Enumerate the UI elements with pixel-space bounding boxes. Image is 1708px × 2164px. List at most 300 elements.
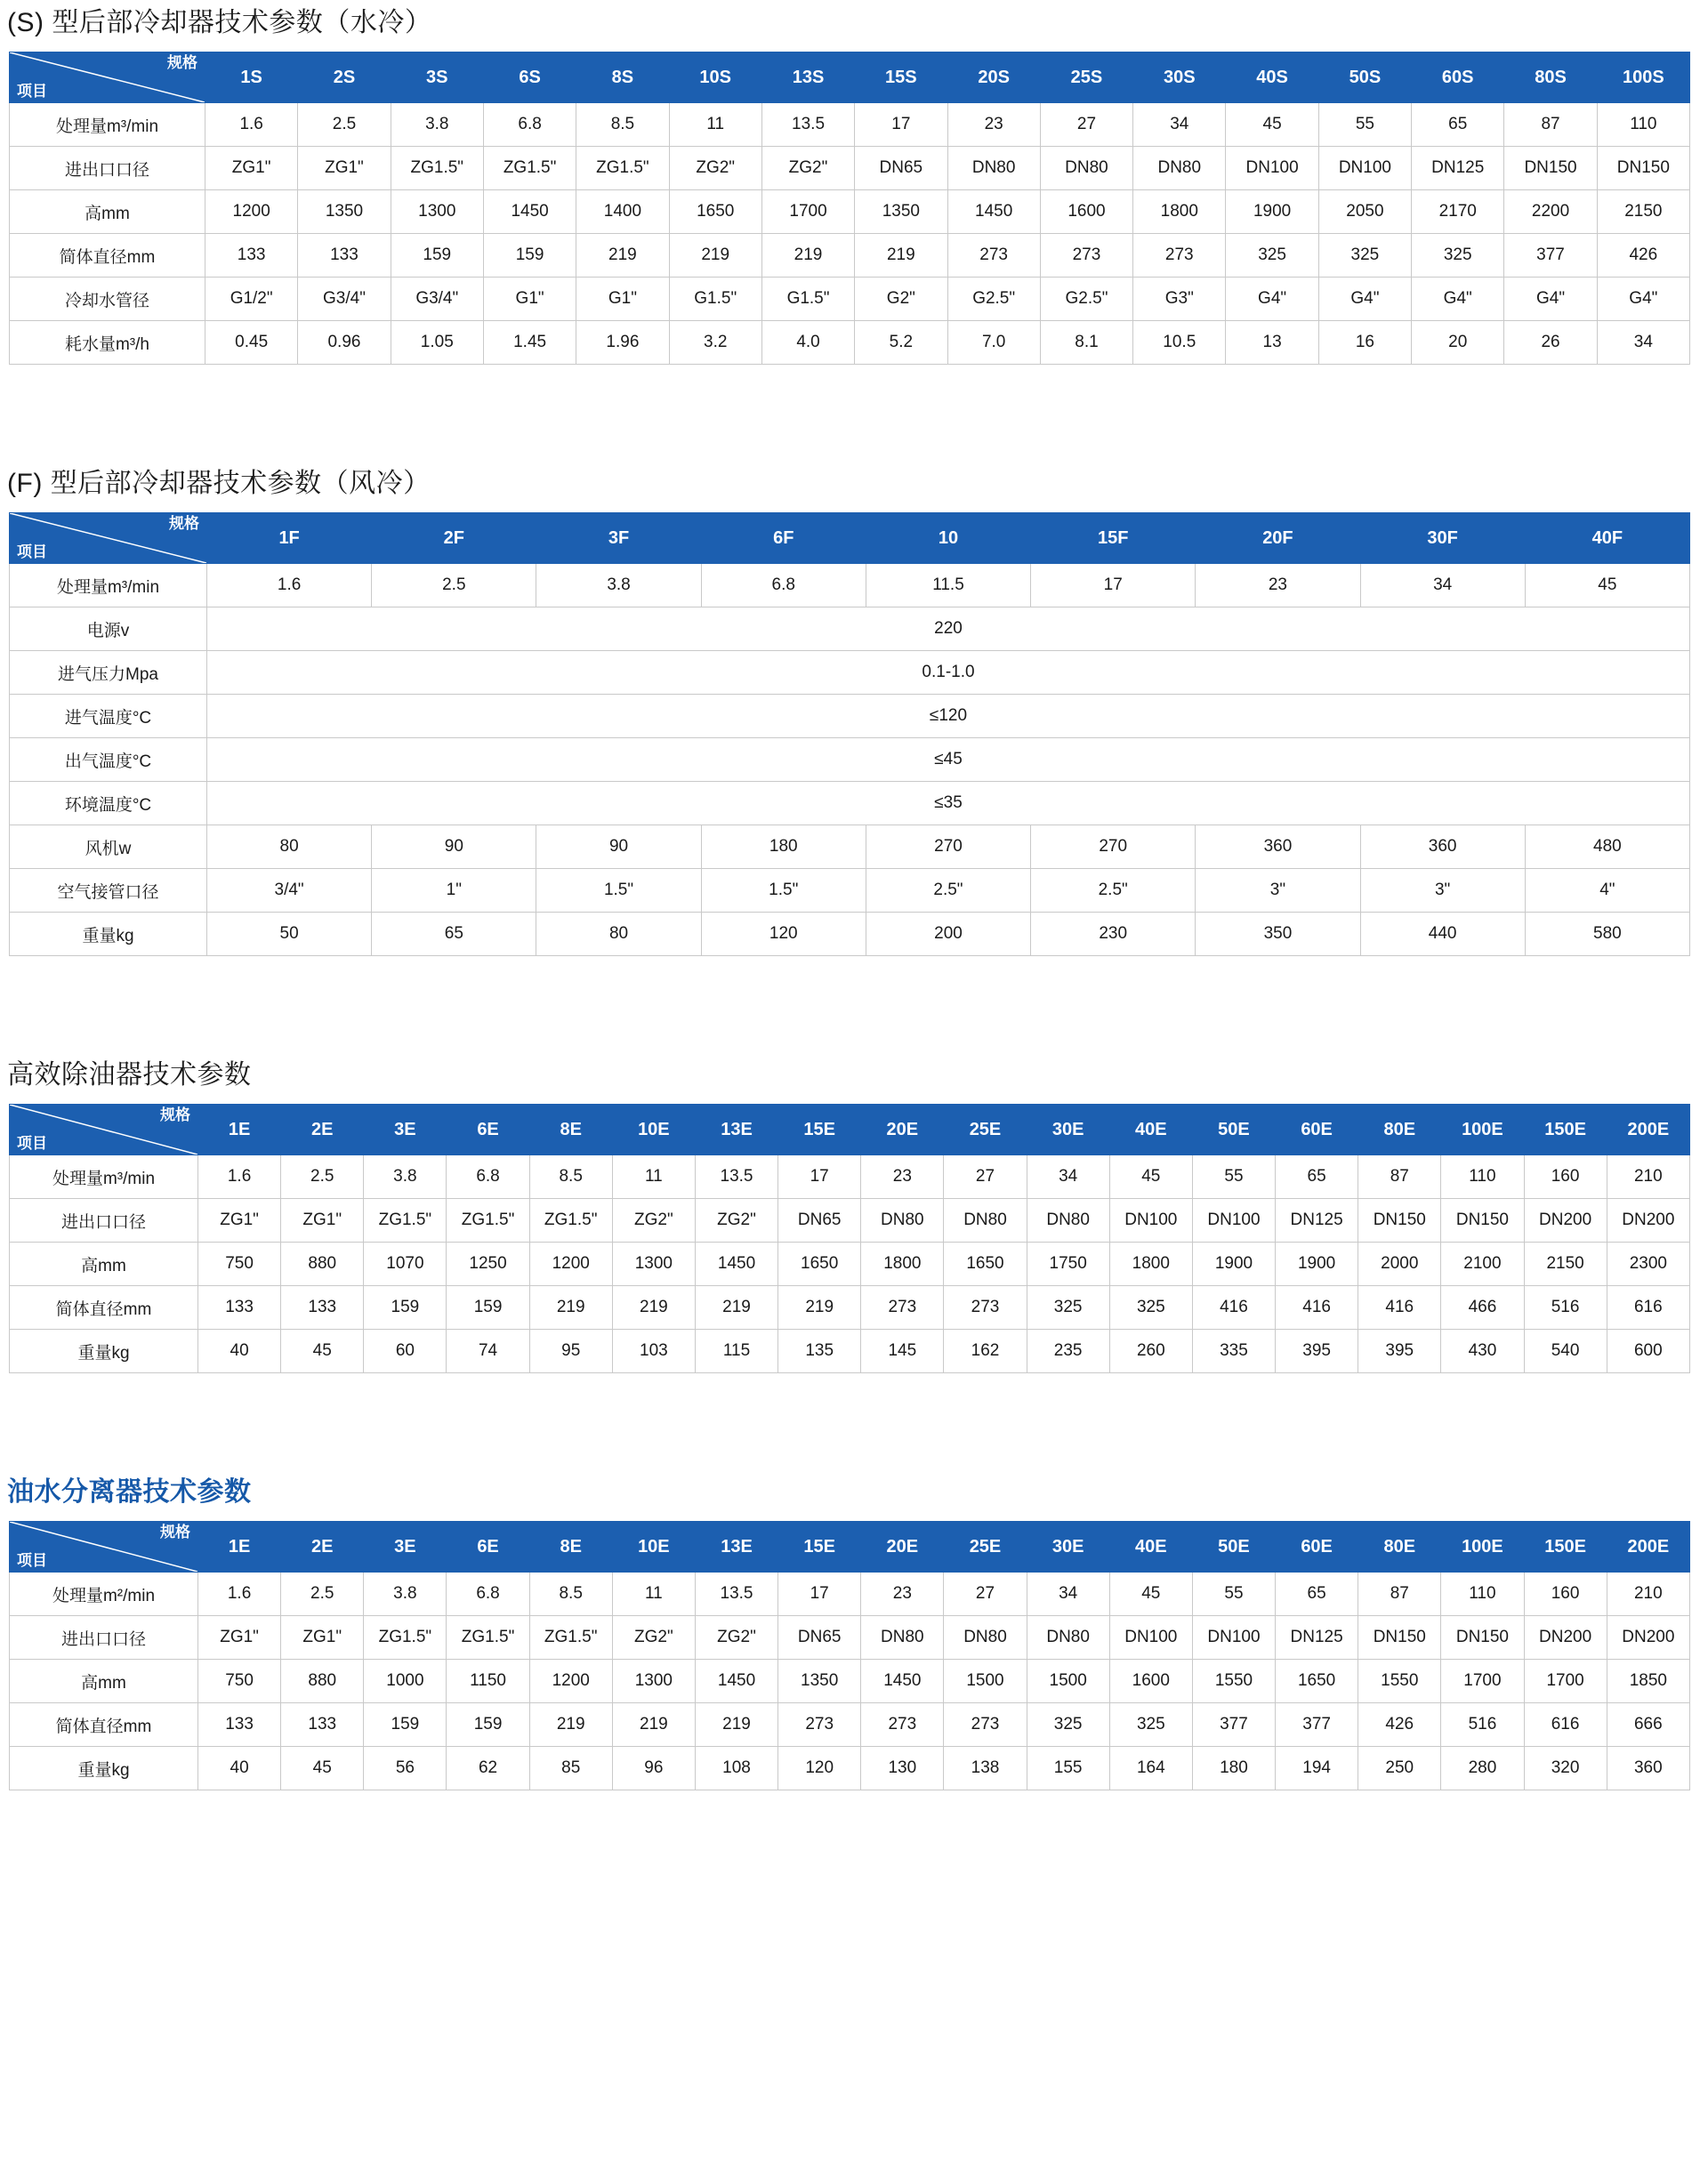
cell: 416: [1358, 1286, 1441, 1330]
column-header: 10: [866, 513, 1030, 564]
cell: 1450: [483, 190, 576, 234]
column-header: 30E: [1027, 1522, 1109, 1573]
cell: 17: [778, 1573, 861, 1616]
cell: G2": [855, 278, 947, 321]
cell: 270: [866, 825, 1030, 869]
column-header: 30F: [1360, 513, 1525, 564]
cell: 1650: [1276, 1660, 1358, 1703]
cell: 65: [1412, 103, 1504, 147]
column-header: 200E: [1607, 1522, 1689, 1573]
cell: 1900: [1226, 190, 1318, 234]
cell: 580: [1525, 913, 1689, 956]
cell: 55: [1192, 1573, 1275, 1616]
row-label: 环境温度°C: [10, 782, 207, 825]
column-header: 10S: [669, 52, 761, 103]
section-title-oil-remover: 高效除油器技术参数: [7, 1060, 252, 1090]
cell: DN200: [1607, 1199, 1689, 1243]
cell: 1": [372, 869, 536, 913]
cell: 13.5: [761, 103, 854, 147]
cell: G4": [1226, 278, 1318, 321]
cell: 110: [1441, 1573, 1524, 1616]
cell: 666: [1607, 1703, 1689, 1747]
table-row: [10, 651, 1690, 695]
cell: 23: [947, 103, 1040, 147]
cell: 45: [1109, 1573, 1192, 1616]
cell: 2.5: [298, 103, 391, 147]
table-row: [10, 695, 1690, 738]
cell: 11.5: [866, 564, 1030, 607]
cell: 3.8: [364, 1573, 447, 1616]
cell: DN125: [1412, 147, 1504, 190]
cell: 2.5": [866, 869, 1030, 913]
cell: DN65: [778, 1199, 861, 1243]
cell: 880: [281, 1243, 364, 1286]
cell: 11: [669, 103, 761, 147]
cell: 320: [1524, 1747, 1607, 1790]
column-header: 13S: [761, 52, 854, 103]
cell: 219: [695, 1703, 777, 1747]
cell: 27: [944, 1573, 1027, 1616]
cell: 273: [1040, 234, 1132, 278]
column-header: 2E: [281, 1522, 364, 1573]
cell: ZG1": [281, 1616, 364, 1660]
cell: 2.5: [372, 564, 536, 607]
row-label: 高mm: [10, 190, 205, 234]
spacer: [0, 365, 1708, 461]
cell: 325: [1412, 234, 1504, 278]
cell: 325: [1027, 1703, 1109, 1747]
cell: 219: [612, 1286, 695, 1330]
cell: 1150: [447, 1660, 529, 1703]
cell: 6.8: [483, 103, 576, 147]
cell: 426: [1358, 1703, 1441, 1747]
cell: 2100: [1441, 1243, 1524, 1286]
cell: 335: [1192, 1330, 1275, 1373]
row-label: 高mm: [10, 1243, 198, 1286]
cell: 426: [1597, 234, 1689, 278]
cell: 540: [1524, 1330, 1607, 1373]
cell: 115: [695, 1330, 777, 1373]
cell: 7.0: [947, 321, 1040, 365]
cell: 219: [669, 234, 761, 278]
cell: 235: [1027, 1330, 1109, 1373]
cell: ZG1": [198, 1616, 281, 1660]
cell: ZG1": [298, 147, 391, 190]
cell: DN125: [1276, 1199, 1358, 1243]
corner-spec-label: 规格: [169, 515, 199, 532]
table-row: [10, 234, 1690, 278]
column-header: 150E: [1524, 1522, 1607, 1573]
column-header: 3E: [364, 1522, 447, 1573]
cell: 17: [1031, 564, 1196, 607]
table-air-cooled: [9, 512, 1690, 956]
column-header: 10E: [612, 1522, 695, 1573]
cell: 120: [778, 1747, 861, 1790]
column-header: 1E: [198, 1522, 281, 1573]
row-label: 进出口口径: [10, 1199, 198, 1243]
cell: 45: [281, 1747, 364, 1790]
cell: 2.5: [281, 1573, 364, 1616]
cell: 27: [944, 1155, 1027, 1199]
cell: G2.5": [947, 278, 1040, 321]
cell: 1450: [947, 190, 1040, 234]
cell: 3": [1196, 869, 1360, 913]
cell: 8.1: [1040, 321, 1132, 365]
corner-spec-label: 规格: [160, 1524, 190, 1541]
cell: DN80: [1027, 1616, 1109, 1660]
cell: ZG1.5": [529, 1616, 612, 1660]
cell: G3/4": [298, 278, 391, 321]
cell: 159: [483, 234, 576, 278]
cell: 1350: [778, 1660, 861, 1703]
cell: 65: [1276, 1155, 1358, 1199]
cell: 87: [1358, 1155, 1441, 1199]
column-header: 15F: [1031, 513, 1196, 564]
column-header: 40S: [1226, 52, 1318, 103]
row-label: 风机w: [10, 825, 207, 869]
table-row: [10, 913, 1690, 956]
corner-header-cell: [10, 513, 207, 564]
cell: G2.5": [1040, 278, 1132, 321]
cell: ZG1.5": [391, 147, 483, 190]
corner-header-cell: [10, 52, 205, 103]
cell: 130: [861, 1747, 944, 1790]
table-wrap-water-cooled: [0, 52, 1708, 365]
row-label: 处理量m³/min: [10, 103, 205, 147]
section-oil-water-separator: [0, 1469, 1708, 1790]
column-header: 40E: [1109, 1522, 1192, 1573]
cell: 1300: [612, 1243, 695, 1286]
table-header-row: [10, 513, 1690, 564]
table-row: [10, 1660, 1690, 1703]
cell: DN100: [1192, 1616, 1275, 1660]
cell: 1300: [612, 1660, 695, 1703]
row-label: 冷却水管径: [10, 278, 205, 321]
cell: 1.6: [198, 1155, 281, 1199]
column-header: 10E: [612, 1105, 695, 1155]
cell: ZG1": [281, 1199, 364, 1243]
column-header: 25E: [944, 1105, 1027, 1155]
cell: 1070: [364, 1243, 447, 1286]
cell: 3": [1360, 869, 1525, 913]
corner-spec-label: 规格: [167, 54, 197, 71]
cell: 62: [447, 1747, 529, 1790]
cell: 1600: [1040, 190, 1132, 234]
cell: 16: [1318, 321, 1411, 365]
cell: ZG1.5": [529, 1199, 612, 1243]
cell: 2000: [1358, 1243, 1441, 1286]
cell: 34: [1027, 1573, 1109, 1616]
merged-cell: ≤120: [207, 695, 1690, 738]
table-row: [10, 607, 1690, 651]
cell: 55: [1318, 103, 1411, 147]
cell: ZG2": [761, 147, 854, 190]
cell: 1700: [1441, 1660, 1524, 1703]
column-header: 20F: [1196, 513, 1360, 564]
cell: 325: [1226, 234, 1318, 278]
column-header: 50S: [1318, 52, 1411, 103]
cell: 120: [701, 913, 866, 956]
table-header-row: [10, 1105, 1690, 1155]
cell: 273: [944, 1286, 1027, 1330]
corner-header-cell: [10, 1522, 198, 1573]
cell: G3/4": [391, 278, 483, 321]
cell: 0.96: [298, 321, 391, 365]
cell: G1.5": [761, 278, 854, 321]
column-header: 60S: [1412, 52, 1504, 103]
table-header-row: [10, 1522, 1690, 1573]
cell: 616: [1524, 1703, 1607, 1747]
cell: 430: [1441, 1330, 1524, 1373]
cell: 45: [1109, 1155, 1192, 1199]
cell: 10.5: [1133, 321, 1226, 365]
cell: 45: [281, 1330, 364, 1373]
column-header: 6E: [447, 1105, 529, 1155]
column-header: 1E: [198, 1105, 281, 1155]
cell: 219: [695, 1286, 777, 1330]
row-label: 空气接管口径: [10, 869, 207, 913]
cell: 480: [1525, 825, 1689, 869]
cell: DN200: [1524, 1616, 1607, 1660]
row-label: 处理量m³/min: [10, 1155, 198, 1199]
cell: DN80: [1133, 147, 1226, 190]
cell: 55: [1192, 1155, 1275, 1199]
cell: 260: [1109, 1330, 1192, 1373]
cell: DN100: [1109, 1616, 1192, 1660]
merged-cell: 220: [207, 607, 1690, 651]
cell: 2150: [1597, 190, 1689, 234]
merged-cell: ≤35: [207, 782, 1690, 825]
cell: 145: [861, 1330, 944, 1373]
table-body: [10, 564, 1690, 956]
cell: 3.8: [364, 1155, 447, 1199]
cell: 160: [1524, 1155, 1607, 1199]
cell: 416: [1276, 1286, 1358, 1330]
cell: 1.05: [391, 321, 483, 365]
merged-cell: 0.1-1.0: [207, 651, 1690, 695]
cell: 2200: [1504, 190, 1597, 234]
column-header: 3S: [391, 52, 483, 103]
cell: 325: [1318, 234, 1411, 278]
cell: DN100: [1109, 1199, 1192, 1243]
cell: 34: [1027, 1155, 1109, 1199]
column-header: 8E: [529, 1522, 612, 1573]
cell: G4": [1318, 278, 1411, 321]
cell: DN65: [778, 1616, 861, 1660]
cell: 1.6: [207, 564, 372, 607]
cell: 1450: [695, 1243, 777, 1286]
table-wrap-oil-water-separator: [0, 1521, 1708, 1790]
cell: 96: [612, 1747, 695, 1790]
column-header: 15S: [855, 52, 947, 103]
column-header: 15E: [778, 1522, 861, 1573]
cell: 219: [612, 1703, 695, 1747]
column-header: 80E: [1358, 1522, 1441, 1573]
cell: 160: [1524, 1573, 1607, 1616]
cell: 210: [1607, 1155, 1689, 1199]
cell: 133: [281, 1286, 364, 1330]
cell: 34: [1597, 321, 1689, 365]
table-body: [10, 1155, 1690, 1373]
cell: DN100: [1318, 147, 1411, 190]
cell: 1.6: [205, 103, 298, 147]
cell: 360: [1196, 825, 1360, 869]
cell: 325: [1109, 1286, 1192, 1330]
cell: 273: [861, 1286, 944, 1330]
corner-item-label: 项目: [17, 83, 47, 100]
cell: 138: [944, 1747, 1027, 1790]
table-body: [10, 1573, 1690, 1790]
cell: 1650: [944, 1243, 1027, 1286]
column-header: 8E: [529, 1105, 612, 1155]
cell: 13.5: [695, 1573, 777, 1616]
cell: DN80: [861, 1199, 944, 1243]
cell: 1450: [861, 1660, 944, 1703]
cell: 5.2: [855, 321, 947, 365]
cell: ZG2": [612, 1199, 695, 1243]
table-oil-remover: [9, 1104, 1690, 1373]
cell: 40: [198, 1330, 281, 1373]
row-label: 处理量m²/min: [10, 1573, 198, 1616]
cell: 56: [364, 1747, 447, 1790]
cell: 360: [1607, 1747, 1689, 1790]
cell: 3.2: [669, 321, 761, 365]
cell: DN150: [1597, 147, 1689, 190]
cell: 1550: [1358, 1660, 1441, 1703]
cell: 159: [447, 1286, 529, 1330]
cell: 1.45: [483, 321, 576, 365]
cell: DN65: [855, 147, 947, 190]
cell: 1600: [1109, 1660, 1192, 1703]
table-row: [10, 1155, 1690, 1199]
cell: ZG1": [205, 147, 298, 190]
cell: 1300: [391, 190, 483, 234]
row-label: 重量kg: [10, 1747, 198, 1790]
table-wrap-air-cooled: [0, 512, 1708, 956]
cell: 1500: [944, 1660, 1027, 1703]
column-header: 20E: [861, 1105, 944, 1155]
spacer: [0, 1373, 1708, 1469]
cell: 1350: [298, 190, 391, 234]
cell: 23: [861, 1155, 944, 1199]
row-label: 进出口口径: [10, 1616, 198, 1660]
cell: 60: [364, 1330, 447, 1373]
corner-item-label: 项目: [17, 1135, 47, 1152]
cell: 95: [529, 1330, 612, 1373]
section-water-cooled: [0, 0, 1708, 365]
cell: 273: [861, 1703, 944, 1747]
cell: 1450: [695, 1660, 777, 1703]
corner-item-label: 项目: [17, 543, 47, 560]
cell: 250: [1358, 1747, 1441, 1790]
cell: DN80: [947, 147, 1040, 190]
cell: 194: [1276, 1747, 1358, 1790]
cell: 1.6: [198, 1573, 281, 1616]
merged-cell: ≤45: [207, 738, 1690, 782]
cell: 516: [1524, 1286, 1607, 1330]
cell: 1500: [1027, 1660, 1109, 1703]
cell: 880: [281, 1660, 364, 1703]
cell: 273: [944, 1703, 1027, 1747]
cell: 11: [612, 1573, 695, 1616]
column-header: 30E: [1027, 1105, 1109, 1155]
cell: 616: [1607, 1286, 1689, 1330]
row-label: 电源v: [10, 607, 207, 651]
cell: 180: [1192, 1747, 1275, 1790]
cell: 133: [198, 1703, 281, 1747]
cell: ZG1.5": [364, 1199, 447, 1243]
column-header: 60E: [1276, 1105, 1358, 1155]
cell: G1/2": [205, 278, 298, 321]
column-header: 80S: [1504, 52, 1597, 103]
cell: 8.5: [529, 1573, 612, 1616]
cell: 162: [944, 1330, 1027, 1373]
cell: 1350: [855, 190, 947, 234]
cell: 360: [1360, 825, 1525, 869]
cell: 159: [447, 1703, 529, 1747]
column-header: 6E: [447, 1522, 529, 1573]
cell: 270: [1031, 825, 1196, 869]
section-title-air-cooled: (F) 型后部冷却器技术参数（风冷）: [7, 469, 431, 498]
cell: 219: [576, 234, 669, 278]
cell: 159: [364, 1286, 447, 1330]
cell: DN100: [1226, 147, 1318, 190]
cell: G1": [576, 278, 669, 321]
section-oil-remover: [0, 1052, 1708, 1373]
column-header: 13E: [695, 1522, 777, 1573]
table-row: [10, 103, 1690, 147]
column-header: 50E: [1192, 1522, 1275, 1573]
table-wrap-oil-remover: [0, 1104, 1708, 1373]
cell: 1650: [669, 190, 761, 234]
cell: G3": [1133, 278, 1226, 321]
cell: 3/4": [207, 869, 372, 913]
cell: 133: [298, 234, 391, 278]
cell: 1750: [1027, 1243, 1109, 1286]
cell: 377: [1276, 1703, 1358, 1747]
column-header: 200E: [1607, 1105, 1689, 1155]
cell: 440: [1360, 913, 1525, 956]
table-row: [10, 190, 1690, 234]
cell: 108: [695, 1747, 777, 1790]
cell: 466: [1441, 1286, 1524, 1330]
cell: 416: [1192, 1286, 1275, 1330]
cell: 1850: [1607, 1660, 1689, 1703]
cell: 4.0: [761, 321, 854, 365]
cell: 1200: [529, 1243, 612, 1286]
table-row: [10, 1616, 1690, 1660]
cell: 11: [612, 1155, 695, 1199]
cell: 80: [536, 913, 701, 956]
table-row: [10, 825, 1690, 869]
cell: 85: [529, 1747, 612, 1790]
cell: DN200: [1524, 1199, 1607, 1243]
cell: 110: [1597, 103, 1689, 147]
cell: DN200: [1607, 1616, 1689, 1660]
cell: 8.5: [529, 1155, 612, 1199]
cell: 13: [1226, 321, 1318, 365]
cell: ZG2": [695, 1199, 777, 1243]
column-header: 40F: [1525, 513, 1689, 564]
cell: 2.5": [1031, 869, 1196, 913]
table-row: [10, 1330, 1690, 1373]
cell: 1800: [861, 1243, 944, 1286]
cell: 273: [778, 1703, 861, 1747]
column-header: 2E: [281, 1105, 364, 1155]
cell: 1550: [1192, 1660, 1275, 1703]
cell: 350: [1196, 913, 1360, 956]
cell: 3.8: [391, 103, 483, 147]
